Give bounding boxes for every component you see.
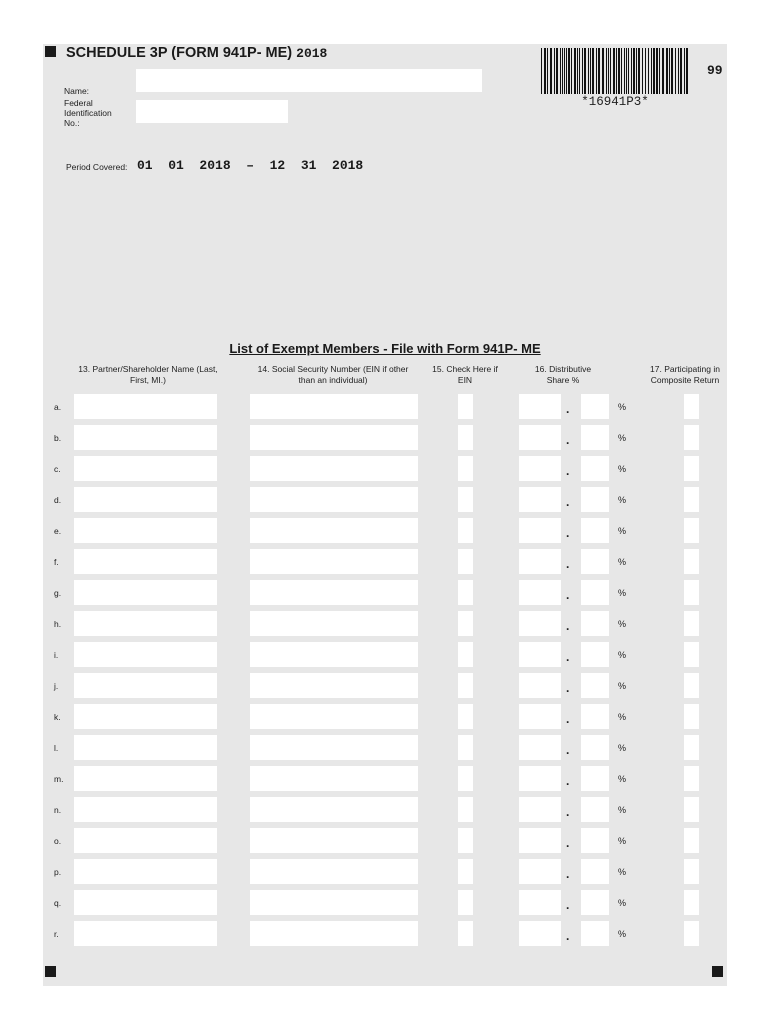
decimal-point: . [566,526,570,540]
barcode-bar [669,48,670,94]
name-field[interactable] [136,69,482,92]
table-row [0,487,770,513]
column-header-14: 14. Social Security Number (EIN if other than an individual) [257,364,409,385]
percent-sign: % [618,588,627,598]
form-year: 2018 [296,46,328,61]
name-label: Name: [64,86,90,96]
share-decimal-field[interactable] [581,611,609,636]
ein-checkbox[interactable] [458,580,473,605]
partner-name-field[interactable] [74,518,217,543]
percent-sign: % [618,712,627,722]
barcode-bar [592,48,594,94]
barcode-bar [648,48,649,94]
share-decimal-field[interactable] [581,425,609,450]
share-whole-field[interactable] [519,611,561,636]
ein-checkbox[interactable] [458,456,473,481]
row-label: o. [54,836,62,846]
table-row [0,704,770,730]
composite-checkbox[interactable] [684,828,699,853]
federal-id-field[interactable] [136,100,288,123]
partner-name-field[interactable] [74,580,217,605]
registration-mark-top-left [45,46,56,57]
barcode-bar [653,48,655,94]
row-label: j. [54,681,59,691]
barcode-bar [544,48,546,94]
share-decimal-field[interactable] [581,828,609,853]
decimal-point: . [566,433,570,447]
form-title [66,45,327,61]
decimal-point: . [566,681,570,695]
composite-checkbox[interactable] [684,425,699,450]
percent-sign: % [618,774,627,784]
share-decimal-field[interactable] [581,797,609,822]
share-whole-field[interactable] [519,921,561,946]
ssn-field[interactable] [250,549,418,574]
ssn-field[interactable] [250,518,418,543]
table-row [0,456,770,482]
barcode-bar [642,48,643,94]
ssn-field[interactable] [250,673,418,698]
share-whole-field[interactable] [519,735,561,760]
barcode-bar [645,48,646,94]
barcode-bar [574,48,576,94]
ein-checkbox[interactable] [458,673,473,698]
decimal-point: . [566,774,570,788]
ssn-field[interactable] [250,487,418,512]
ssn-field[interactable] [250,859,418,884]
column-header-15: 15. Check Here if EIN [432,364,498,385]
partner-name-field[interactable] [74,797,217,822]
decimal-point: . [566,402,570,416]
ssn-field[interactable] [250,704,418,729]
period-covered-label: Period Covered: [66,162,128,172]
decimal-point: . [566,805,570,819]
ssn-field[interactable] [250,425,418,450]
partner-name-field[interactable] [74,425,217,450]
table-row [0,673,770,699]
composite-checkbox[interactable] [684,394,699,419]
ssn-field[interactable] [250,921,418,946]
barcode-bar [588,48,589,94]
composite-checkbox[interactable] [684,859,699,884]
barcode-bar [566,48,567,94]
page-code: 99 [707,63,723,78]
table-row [0,425,770,451]
barcode-bar [568,48,570,94]
row-label: n. [54,805,62,815]
row-label: e. [54,526,62,536]
barcode-bar [624,48,625,94]
barcode-bar [584,48,586,94]
share-decimal-field[interactable] [581,487,609,512]
partner-name-field[interactable] [74,828,217,853]
barcode-bar [666,48,668,94]
percent-sign: % [618,867,627,877]
row-label: b. [54,433,62,443]
share-decimal-field[interactable] [581,518,609,543]
registration-mark-bottom-left [45,966,56,977]
composite-checkbox[interactable] [684,456,699,481]
percent-sign: % [618,433,627,443]
ein-checkbox[interactable] [458,518,473,543]
barcode-bar [618,48,620,94]
decimal-point: . [566,588,570,602]
share-decimal-field[interactable] [581,394,609,419]
decimal-point: . [566,836,570,850]
share-decimal-field[interactable] [581,859,609,884]
form-title-text: SCHEDULE 3P (FORM 941P- ME) [66,45,293,61]
barcode-bar [579,48,580,94]
table-row [0,549,770,575]
decimal-point: . [566,743,570,757]
ein-checkbox[interactable] [458,921,473,946]
share-decimal-field[interactable] [581,549,609,574]
share-decimal-field[interactable] [581,704,609,729]
barcode-bar [610,48,611,94]
barcode-bar [638,48,640,94]
ein-checkbox[interactable] [458,487,473,512]
decimal-point: . [566,619,570,633]
composite-checkbox[interactable] [684,921,699,946]
barcode-bar [582,48,583,94]
ein-checkbox[interactable] [458,642,473,667]
barcode-text: *16941P3* [581,95,649,109]
partner-name-field[interactable] [74,549,217,574]
percent-sign: % [618,898,627,908]
row-label: c. [54,464,61,474]
ein-checkbox[interactable] [458,425,473,450]
list-title: List of Exempt Members - File with Form 941P- ME [229,341,541,356]
table-row [0,611,770,637]
decimal-point: . [566,929,570,943]
barcode-bar [554,48,555,94]
share-decimal-field[interactable] [581,890,609,915]
share-whole-field[interactable] [519,518,561,543]
composite-checkbox[interactable] [684,518,699,543]
ein-checkbox[interactable] [458,828,473,853]
barcode-bar [556,48,558,94]
ssn-field[interactable] [250,611,418,636]
barcode-bar [547,48,548,94]
composite-checkbox[interactable] [684,735,699,760]
decimal-point: . [566,867,570,881]
ein-checkbox[interactable] [458,394,473,419]
composite-checkbox[interactable] [684,673,699,698]
ein-checkbox[interactable] [458,890,473,915]
row-label: l. [54,743,59,753]
period-covered-value: 01 01 2018 – 12 31 2018 [137,158,364,173]
partner-name-field[interactable] [74,921,217,946]
share-whole-field[interactable] [519,890,561,915]
table-row [0,735,770,761]
table-row [0,580,770,606]
table-row [0,859,770,885]
barcode-bar [550,48,552,94]
barcode-bar [628,48,629,94]
share-decimal-field[interactable] [581,735,609,760]
share-decimal-field[interactable] [581,580,609,605]
barcode-bar [662,48,664,94]
ssn-field[interactable] [250,580,418,605]
decimal-point: . [566,650,570,664]
percent-sign: % [618,650,627,660]
share-decimal-field[interactable] [581,456,609,481]
partner-name-field[interactable] [74,394,217,419]
ein-checkbox[interactable] [458,766,473,791]
row-label: m. [54,774,64,784]
decimal-point: . [566,712,570,726]
ein-checkbox[interactable] [458,611,473,636]
ein-checkbox[interactable] [458,549,473,574]
partner-name-field[interactable] [74,456,217,481]
row-label: q. [54,898,62,908]
barcode [541,48,689,94]
partner-name-field[interactable] [74,611,217,636]
partner-name-field[interactable] [74,766,217,791]
barcode-bar [596,48,597,94]
table-row [0,394,770,420]
column-header-13: 13. Partner/Shareholder Name (Last, First, MI.) [78,364,218,385]
barcode-bar [621,48,622,94]
table-row [0,642,770,668]
share-decimal-field[interactable] [581,766,609,791]
share-whole-field[interactable] [519,859,561,884]
share-whole-field[interactable] [519,456,561,481]
barcode-bar [602,48,604,94]
percent-sign: % [618,526,627,536]
barcode-bar [562,48,563,94]
partner-name-field[interactable] [74,704,217,729]
barcode-bar [684,48,685,94]
ssn-field[interactable] [250,797,418,822]
share-decimal-field[interactable] [581,921,609,946]
registration-mark-bottom-right [712,966,723,977]
barcode-bar [626,48,627,94]
row-label: p. [54,867,62,877]
barcode-bar [659,48,660,94]
barcode-bar [686,48,688,94]
share-whole-field[interactable] [519,673,561,698]
row-label: i. [54,650,59,660]
ein-checkbox[interactable] [458,704,473,729]
ssn-field[interactable] [250,890,418,915]
percent-sign: % [618,743,627,753]
barcode-bar [598,48,600,94]
decimal-point: . [566,898,570,912]
ein-checkbox[interactable] [458,735,473,760]
barcode-bar [560,48,561,94]
row-label: d. [54,495,62,505]
share-whole-field[interactable] [519,580,561,605]
composite-checkbox[interactable] [684,580,699,605]
percent-sign: % [618,619,627,629]
barcode-bar [571,48,572,94]
share-whole-field[interactable] [519,425,561,450]
column-header-16: 16. Distributive Share % [534,364,592,385]
table-row [0,921,770,947]
percent-sign: % [618,464,627,474]
barcode-bar [590,48,591,94]
percent-sign: % [618,495,627,505]
ssn-field[interactable] [250,394,418,419]
barcode-bar [671,48,673,94]
barcode-bar [678,48,679,94]
partner-name-field[interactable] [74,859,217,884]
composite-checkbox[interactable] [684,704,699,729]
partner-name-field[interactable] [74,890,217,915]
composite-checkbox[interactable] [684,642,699,667]
table-row [0,828,770,854]
barcode-bar [541,48,542,94]
table-row [0,890,770,916]
share-whole-field[interactable] [519,828,561,853]
row-label: r. [54,929,59,939]
barcode-bar [675,48,676,94]
percent-sign: % [618,805,627,815]
share-whole-field[interactable] [519,704,561,729]
partner-name-field[interactable] [74,487,217,512]
table-row [0,766,770,792]
barcode-bar [608,48,609,94]
ein-checkbox[interactable] [458,797,473,822]
barcode-bar [656,48,658,94]
share-decimal-field[interactable] [581,673,609,698]
partner-name-field[interactable] [74,642,217,667]
percent-sign: % [618,557,627,567]
ssn-field[interactable] [250,828,418,853]
share-whole-field[interactable] [519,487,561,512]
barcode-bar [636,48,637,94]
ssn-field[interactable] [250,766,418,791]
row-label: g. [54,588,62,598]
row-label: h. [54,619,62,629]
composite-checkbox[interactable] [684,890,699,915]
composite-checkbox[interactable] [684,487,699,512]
barcode-bar [616,48,617,94]
decimal-point: . [566,557,570,571]
ssn-field[interactable] [250,735,418,760]
column-header-17: 17. Participating in Composite Return [650,364,720,385]
table-row [0,797,770,823]
percent-sign: % [618,929,627,939]
table-row [0,518,770,544]
barcode-bar [613,48,615,94]
composite-checkbox[interactable] [684,611,699,636]
barcode-bar [680,48,682,94]
share-decimal-field[interactable] [581,642,609,667]
decimal-point: . [566,464,570,478]
share-whole-field[interactable] [519,642,561,667]
share-whole-field[interactable] [519,766,561,791]
ein-checkbox[interactable] [458,859,473,884]
share-whole-field[interactable] [519,394,561,419]
ssn-field[interactable] [250,642,418,667]
composite-checkbox[interactable] [684,797,699,822]
share-whole-field[interactable] [519,549,561,574]
ssn-field[interactable] [250,456,418,481]
row-label: k. [54,712,61,722]
partner-name-field[interactable] [74,673,217,698]
barcode-bar [651,48,652,94]
share-whole-field[interactable] [519,797,561,822]
federal-id-label: Federal Identification No.: [64,98,112,128]
percent-sign: % [618,836,627,846]
barcode-bar [564,48,565,94]
barcode-bar [606,48,607,94]
row-label: a. [54,402,62,412]
composite-checkbox[interactable] [684,549,699,574]
composite-checkbox[interactable] [684,766,699,791]
barcode-bar [631,48,632,94]
row-label: f. [54,557,59,567]
barcode-bar [633,48,635,94]
partner-name-field[interactable] [74,735,217,760]
barcode-bar [577,48,578,94]
percent-sign: % [618,402,627,412]
decimal-point: . [566,495,570,509]
percent-sign: % [618,681,627,691]
